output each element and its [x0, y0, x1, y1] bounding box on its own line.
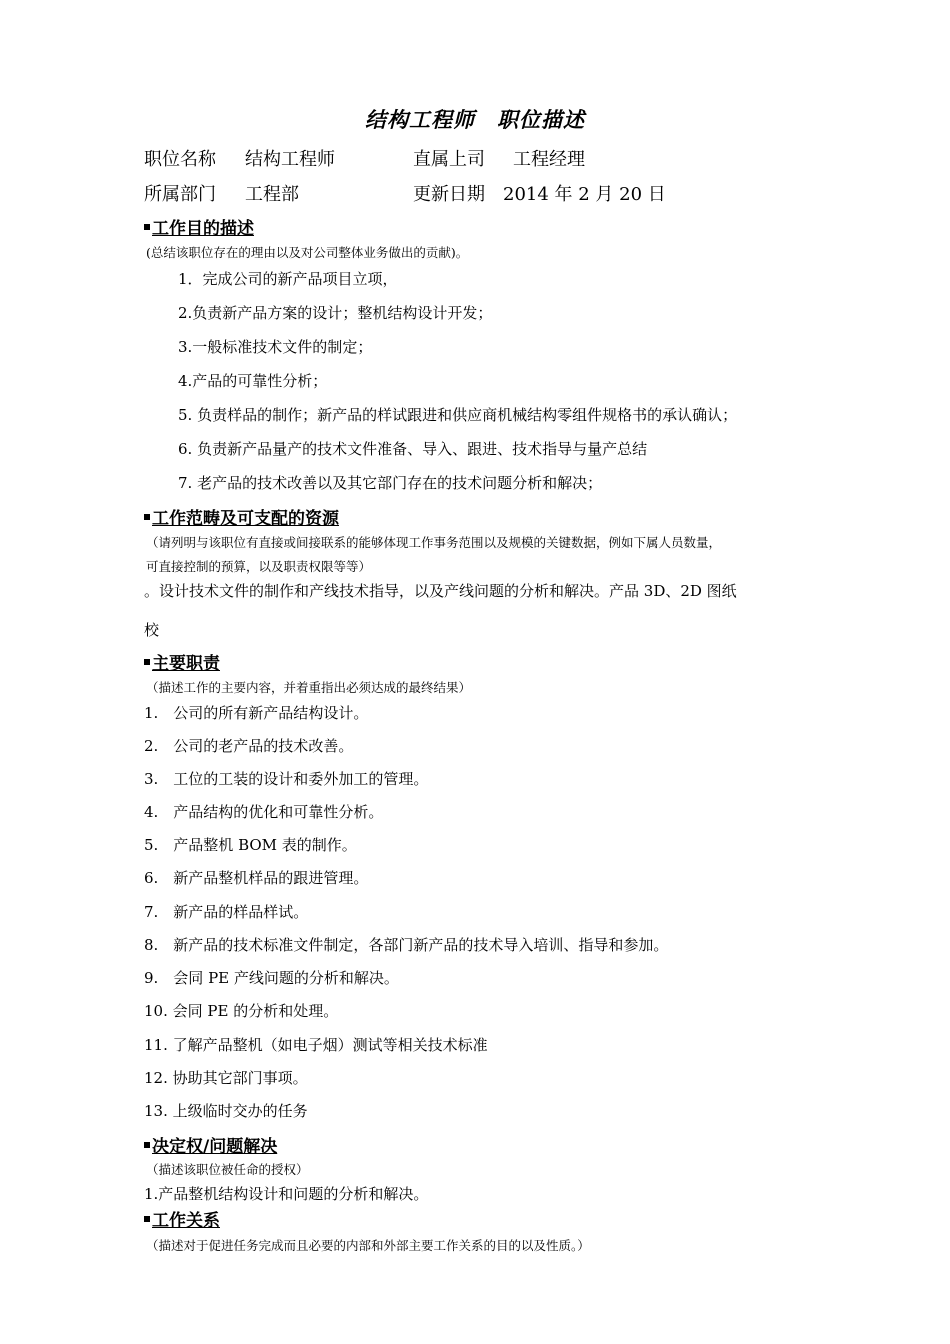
supervisor-label: 直属上司	[413, 149, 485, 170]
duty-item: 11. 了解产品整机（如电子烟）测试等相关技术标准	[144, 1036, 488, 1054]
section-note-duties: （描述工作的主要内容，并着重指出必须达成的最终结果）	[146, 680, 472, 695]
authority-item: 1.产品整机结构设计和问题的分析和解决。	[144, 1185, 429, 1203]
section-note-authority: （描述该职位被任命的授权）	[146, 1162, 309, 1177]
duty-item: 12. 协助其它部门事项。	[144, 1069, 308, 1087]
duty-item: 10. 会同 PE 的分析和处理。	[144, 1002, 339, 1020]
duty-item: 2. 公司的老产品的技术改善。	[144, 737, 354, 755]
section-heading-duties: 主要职责	[144, 649, 220, 674]
section-heading-authority: 决定权/问题解决	[144, 1132, 277, 1157]
duty-item: 5. 产品整机 BOM 表的制作。	[144, 836, 357, 854]
purpose-item: 4.产品的可靠性分析；	[178, 372, 328, 390]
duty-item: 4. 产品结构的优化和可靠性分析。	[144, 803, 384, 821]
department-value: 工程部	[245, 184, 299, 205]
section-note-relations: （描述对于促进任务完成而且必要的内部和外部主要工作关系的目的以及性质。）	[146, 1238, 590, 1253]
section-heading-scope: 工作范畴及可支配的资源	[144, 504, 339, 529]
duty-item: 9. 会同 PE 产线问题的分析和解决。	[144, 969, 399, 987]
duty-item: 13. 上级临时交办的任务	[144, 1102, 308, 1120]
section-heading-relations: 工作关系	[144, 1206, 220, 1231]
scope-text-line-2: 校	[144, 621, 160, 639]
scope-text-line-1: 。设计技术文件的制作和产线技术指导，以及产线问题的分析和解决。产品 3D、2D 图纸	[144, 582, 737, 600]
page-title	[0, 104, 950, 134]
purpose-item: 3.一般标准技术文件的制定；	[178, 338, 373, 356]
update-label: 更新日期	[413, 184, 485, 205]
purpose-item: 2.负责新产品方案的设计；整机结构设计开发；	[178, 304, 493, 322]
section-note-scope-line-2: 可直接控制的预算，以及职责权限等等）	[146, 559, 372, 574]
purpose-item: 5. 负责样品的制作；新产品的样试跟进和供应商机械结构零组件规格书的承认确认；	[178, 406, 738, 424]
purpose-item: 7. 老产品的技术改善以及其它部门存在的技术问题分析和解决；	[178, 474, 603, 492]
duty-item: 6. 新产品整机样品的跟进管理。	[144, 869, 369, 887]
update-value: 2014 年 2 月 20 日	[503, 184, 666, 205]
duty-item: 7. 新产品的样品样试。	[144, 903, 309, 921]
department-label: 所属部门	[144, 184, 216, 205]
title-part-2: 职位描述	[497, 107, 585, 132]
supervisor-value: 工程经理	[513, 149, 585, 170]
duty-item: 3. 工位的工装的设计和委外加工的管理。	[144, 770, 429, 788]
section-note-purpose: (总结该职位存在的理由以及对公司整体业务做出的贡献)。	[146, 245, 469, 260]
position-value: 结构工程师	[245, 149, 335, 170]
purpose-item: 1．完成公司的新产品项目立项，	[178, 270, 398, 288]
duty-item: 1. 公司的所有新产品结构设计。	[144, 704, 369, 722]
title-part-1: 结构工程师	[365, 107, 475, 132]
purpose-item: 6. 负责新产品量产的技术文件准备、导入、跟进、技术指导与量产总结	[178, 440, 648, 458]
section-note-scope-line-1: （请列明与该职位有直接或间接联系的能够体现工作事务范围以及规模的关键数据，例如下属人员数量，	[146, 535, 722, 550]
duty-item: 8. 新产品的技术标准文件制定，各部门新产品的技术导入培训、指导和参加。	[144, 936, 669, 954]
position-label: 职位名称	[144, 149, 216, 170]
section-heading-purpose: 工作目的描述	[144, 214, 254, 239]
